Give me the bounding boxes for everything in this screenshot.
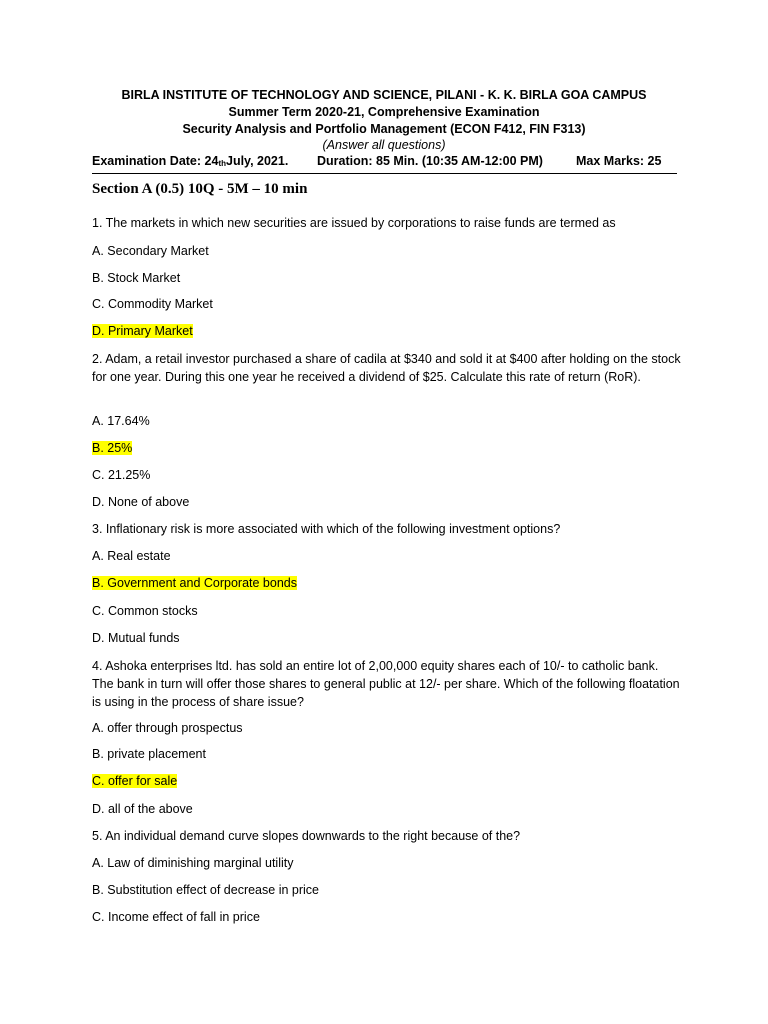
- question-2: 2. Adam, a retail investor purchased a share of cadila at $340 and sold it at $400 after holding on the stock for one year. During this one year he received a dividend of $25. Calculate this rate of return (RoR).: [92, 352, 681, 384]
- exam-date-prefix: Examination Date: 24: [92, 154, 219, 168]
- institute-title: BIRLA INSTITUTE OF TECHNOLOGY AND SCIENCE, PILANI - K. K. BIRLA GOA CAMPUS: [121, 88, 647, 102]
- q5-option-c: C. Income effect of fall in price: [92, 910, 260, 924]
- q3-answer-highlight: B. Government and Corporate bonds: [92, 576, 297, 590]
- question-3: 3. Inflationary risk is more associated with which of the following investment options?: [92, 522, 561, 536]
- exam-date-rest: July, 2021.: [226, 154, 289, 168]
- q1-option-c: C. Commodity Market: [92, 297, 213, 311]
- q5-option-a: A. Law of diminishing marginal utility: [92, 856, 294, 870]
- header-divider: [92, 173, 677, 174]
- q4-option-a: A. offer through prospectus: [92, 721, 243, 735]
- q1-answer-highlight: D. Primary Market: [92, 324, 193, 338]
- answer-instruction: (Answer all questions): [322, 138, 446, 152]
- q5-option-b: B. Substitution effect of decrease in price: [92, 883, 319, 897]
- q3-option-d: D. Mutual funds: [92, 631, 180, 645]
- q4-option-b: B. private placement: [92, 747, 206, 761]
- q4-answer-highlight: C. offer for sale: [92, 774, 178, 788]
- q3-option-b: [92, 575, 297, 591]
- q2-option-d: D. None of above: [92, 495, 190, 509]
- exam-date-suffix: th: [218, 159, 226, 168]
- course-title: Security Analysis and Portfolio Management (ECON F412, FIN F313): [182, 122, 586, 136]
- question-1: 1. The markets in which new securities are issued by corporations to raise funds are termed as: [92, 216, 616, 230]
- q1-option-b: B. Stock Market: [92, 271, 181, 285]
- q1-option-a: A. Secondary Market: [92, 244, 209, 258]
- q1-option-d: [92, 323, 193, 339]
- q4-option-d: D. all of the above: [92, 802, 193, 816]
- q2-option-a: A. 17.64%: [92, 414, 150, 428]
- q2-option-b: [92, 440, 132, 456]
- exam-term: Summer Term 2020-21, Comprehensive Examination: [228, 105, 540, 119]
- exam-date: [92, 154, 288, 168]
- max-marks: Max Marks: 25: [576, 154, 662, 168]
- q3-option-a: A. Real estate: [92, 549, 171, 563]
- question-5: 5. An individual demand curve slopes downwards to the right because of the?: [92, 829, 521, 843]
- section-title: Section A (0.5) 10Q - 5M – 10 min: [92, 181, 308, 197]
- question-4: 4. Ashoka enterprises ltd. has sold an entire lot of 2,00,000 equity shares each of 10/- to catholic bank. The bank in turn will offer those shares to general public at 12/- per share. Which of the following floatation is using in the process of share issue?: [92, 659, 680, 709]
- q3-option-c: C. Common stocks: [92, 604, 198, 618]
- q2-option-c: C. 21.25%: [92, 468, 151, 482]
- q2-answer-highlight: B. 25%: [92, 441, 133, 455]
- q4-option-c: [92, 773, 177, 789]
- exam-duration: Duration: 85 Min. (10:35 AM-12:00 PM): [317, 154, 543, 168]
